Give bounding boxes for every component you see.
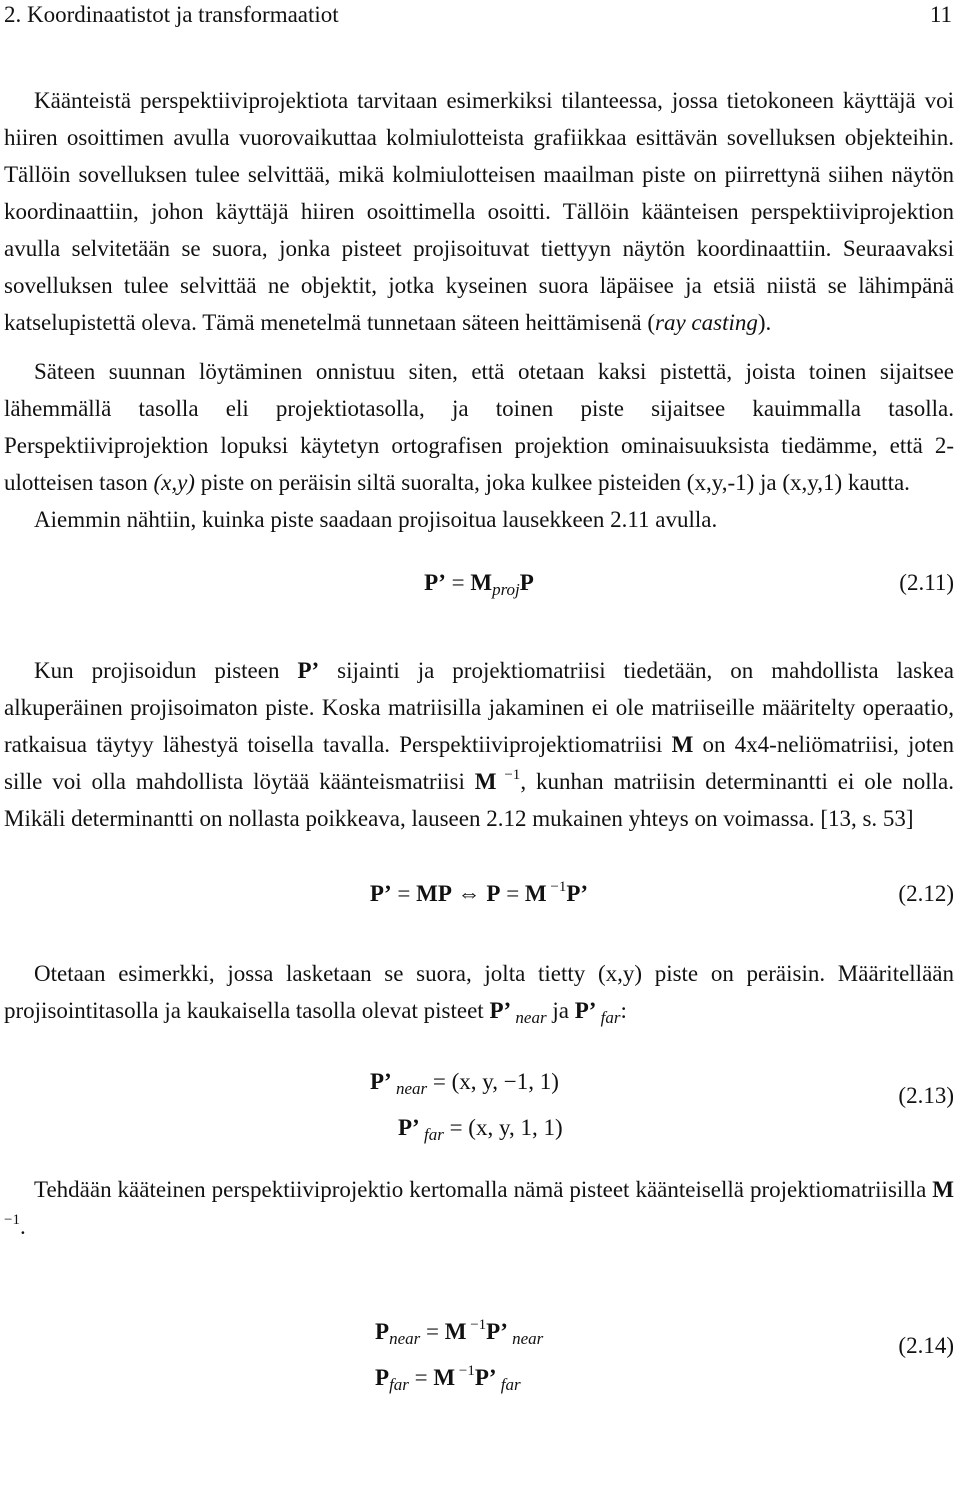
paragraph-example: Otetaan esimerkki, jossa lasketaan se suora, jolta tietty (x,y) piste on peräisin. Määritellään projisointitasolla ja kaukaisella tasolla olevat pisteet P’ $_{near}$ ja P’ $_{far}$: bbox=[4, 961, 954, 1027]
italic-term: ray casting bbox=[655, 310, 758, 335]
page-header bbox=[4, 2, 952, 32]
paragraph-inverse-matrix: Kun projisoidun pisteen P’ sijainti ja projektiomatriisi tiedetään, on mahdollista laskea alkuperäinen projisoimaton piste. Koska matriisilla jakaminen ei ole matriiseille määritelty operaatio, ratkaisua täytyy lähestyä toisella tavalla. Perspektiiviprojektiomatriisi M on 4x4-neliömatriisi, joten sille voi olla mahdollista löytää käänteismatriisi M $^{-1}$, kunhan matriisin determinantti ei ole nolla. Mikäli determinantti on nollasta poikkeava, lauseen 2.12 mukainen yhteys on voimassa. [13, s. 53] bbox=[4, 658, 954, 831]
page-number: 11 bbox=[929, 2, 952, 27]
chapter-title: 2. Koordinaatistot ja transformaatiot bbox=[4, 2, 339, 27]
equation-2-14: $P_{near} = M$ $^{-1}$P’ $_{near}$ $P_{far} = M$ $^{-1}$P’ $_{far}$ (2.14) bbox=[375, 1317, 954, 1394]
equation-2-13: P’ $_{near}$ = (x, y, −1, 1) P’ $_{far}$ = (x, y, 1, 1) (2.13) bbox=[370, 1069, 954, 1144]
paragraph-intro-eq211: Aiemmin nähtiin, kuinka piste saadaan projisoitua lausekkeen 2.11 avulla. bbox=[34, 507, 718, 532]
equation-number: (2.14) bbox=[898, 1333, 954, 1358]
italic-term: (x,y) bbox=[153, 470, 195, 495]
paragraph-ray-direction: Säteen suunnan löytäminen onnistuu siten, että otetaan kaksi pistettä, joista toinen sijaitsee lähemmällä tasolla eli projektiotasolla, ja toinen piste sijaitsee kauimmalla tasolla. Perspektiiviprojektion lopuksi käytetyn ortografisen projektion ominaisuuksista tiedämme, että 2-ulotteisen tason (x,y) piste on peräisin siltä suoralta, joka kulkee pisteiden (x,y,-1) ja (x,y,1) kautta. bbox=[4, 359, 954, 495]
equation-2-11: P’ = $M_{proj}P$ (2.11) bbox=[424, 570, 954, 599]
equation-number: (2.13) bbox=[898, 1083, 954, 1108]
page-body bbox=[4, 82, 954, 1395]
equation-number: (2.12) bbox=[898, 881, 954, 906]
equation-number: (2.11) bbox=[899, 570, 954, 595]
paragraph-ray-casting: Käänteistä perspektiiviprojektiota tarvitaan esimerkiksi tilanteessa, jossa tietokoneen käyttäjä voi hiiren osoittimen avulla vuorovaikuttaa kolmiulotteista grafiikkaa esittävän sovelluksen objekteihin. Tällöin sovelluksen tulee selvittää, mikä kolmiulotteisen maailman piste on piirrettynä siihen näytön koordinaattiin, johon käyttäjä hiiren osoittimella osoitti. Tällöin käänteisen perspektiiviprojektion avulla selvitetään se suora, jonka pisteet projisoituvat tiettyyn näytön koordinaattiin. Seuraavaksi sovelluksen tulee selvittää ne objektit, jotka kyseinen suora läpäisee ja etsiä niistä se lähimpänä katselupistettä oleva. Tämä menetelmä tunnetaan säteen heittämisenä (ray casting). bbox=[4, 88, 954, 335]
paragraph-inverse-projection: Tehdään kääteinen perspektiiviprojektio kertomalla nämä pisteet käänteisellä projektiomatriisilla M $^{-1}$. bbox=[4, 1177, 954, 1239]
equation-2-12: P’ = MP ⇔ P = M $^{-1}$P’ (2.12) bbox=[369, 879, 954, 906]
